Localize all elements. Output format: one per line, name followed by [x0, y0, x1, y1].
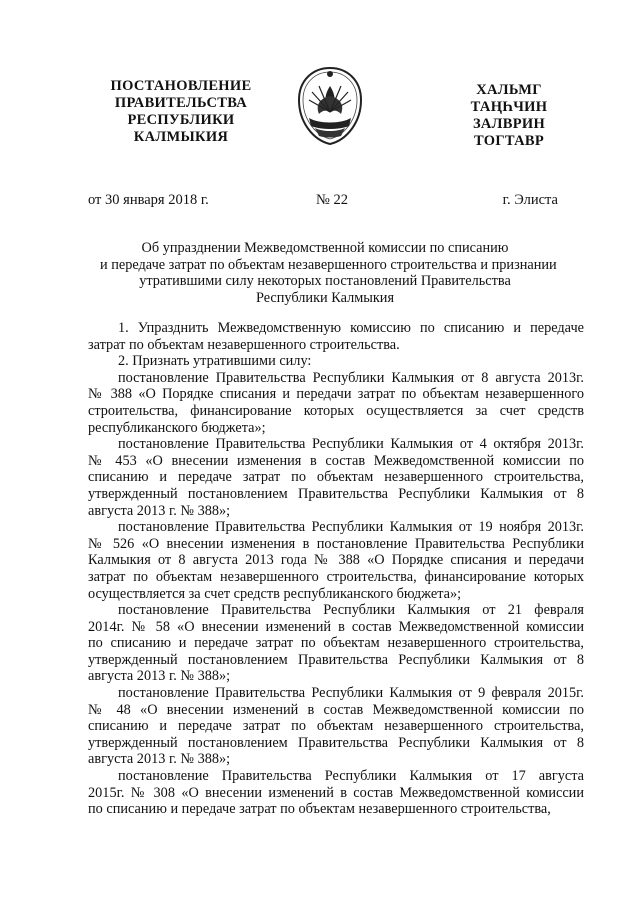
body-line: затрат по объектам незавершенного строительства, финансирование которых [88, 568, 584, 585]
body-paragraph [88, 320, 584, 353]
header-right-line: ХАЛЬМГ [476, 82, 542, 98]
document-date: от 30 января 2018 г. [88, 192, 209, 208]
document-number: № 22 [316, 192, 348, 208]
kalmykia-emblem-icon [295, 66, 365, 146]
body-line: № 48 «О внесении изменений в состав Межведомственной комиссии по [88, 701, 584, 718]
body-line: 2015г. № 308 «О внесении изменений в состав Межведомственной комиссии [88, 784, 584, 801]
body-line: строительства, финансирование которых осуществляется за счет средств [88, 402, 584, 419]
header-right-line: ТОГТАВР [473, 133, 545, 149]
title-line: Об упразднении Межведомственной комиссии по списанию [141, 240, 509, 256]
body-line: № 453 «О внесении изменения в состав Межведомственной комиссии по [88, 452, 584, 469]
body-line: 1. Упразднить Межведомственную комиссию по списанию и передаче [118, 320, 584, 336]
body-paragraph [88, 602, 584, 685]
body-paragraph [88, 768, 584, 818]
body-line: утвержденный постановлением Правительства Республики Калмыкия от 8 [88, 651, 584, 668]
header-left-line: КАЛМЫКИЯ [133, 129, 229, 145]
body-line: постановление Правительства Республики Калмыкия от 9 февраля 2015г. [118, 685, 584, 702]
body-line: № 526 «О внесении изменения в постановление Правительства Республики [88, 535, 584, 552]
body-line: августа 2013 г. № 388»; [88, 668, 231, 685]
title-line: утратившими силу некоторых постановлений Правительства [139, 273, 511, 290]
header-left-line: ПРАВИТЕЛЬСТВА [114, 95, 248, 111]
body-paragraph [88, 370, 584, 436]
body-line: республиканского бюджета»; [88, 419, 266, 436]
body-paragraph [88, 436, 584, 519]
body-paragraph [88, 519, 584, 602]
body-line: 2. Признать утратившими силу: [118, 353, 312, 370]
title-line: и передаче затрат по объектам незавершенного строительства и признании [100, 256, 557, 273]
body-paragraph [88, 685, 584, 768]
body-line: августа 2013 г. № 388»; [88, 502, 231, 519]
body-line: № 388 «О Порядке списания и передачи затрат по объектам незавершенного [88, 386, 584, 403]
body-line: утвержденный постановлением Правительства Республики Калмыкия от 8 [88, 734, 584, 751]
body-line: постановление Правительства Республики Калмыкия от 8 августа 2013г. [118, 369, 584, 386]
header-left-line: ПОСТАНОВЛЕНИЕ [110, 78, 252, 94]
header-russian-title [96, 78, 266, 146]
body-line: Калмыкия от 8 августа 2013 года № 388 «О Порядке списания и передачи [88, 552, 584, 569]
body-line: по списанию и передаче затрат по объектам незавершенного строительства, [88, 635, 584, 652]
body-paragraph [88, 353, 584, 370]
body-line: постановление Правительства Республики Калмыкия от 21 февраля [118, 602, 584, 619]
header-left-line: РЕСПУБЛИКИ [127, 112, 235, 128]
body-line: списанию и передаче затрат по объектам незавершенного строительства, [88, 469, 584, 486]
body-line: 2014г. № 58 «О внесении изменений в состав Межведомственной комиссии [88, 618, 584, 635]
body-line: затрат по объектам незавершенного строительства. [88, 336, 400, 353]
body-line: постановление Правительства Республики Калмыкия от 17 августа [118, 768, 584, 785]
header-right-line: ТАҢҺЧИН [470, 99, 548, 115]
body-line: постановление Правительства Республики Калмыкия от 4 октября 2013г. [118, 436, 584, 453]
body-line: постановление Правительства Республики Калмыкия от 19 ноября 2013г. [118, 519, 584, 536]
body-line: осуществляется за счет средств республиканского бюджета»; [88, 585, 462, 602]
document-title [100, 240, 557, 306]
title-line: Республики Калмыкия [255, 289, 395, 306]
document-city: г. Элиста [502, 192, 558, 208]
document-meta-row [88, 192, 558, 210]
body-line: утвержденный постановлением Правительства Республики Калмыкия от 8 [88, 485, 584, 502]
header-kalmyk-title [440, 82, 578, 150]
body-line: списанию и передаче затрат по объектам незавершенного строительства, [88, 718, 584, 735]
document-body [88, 320, 584, 818]
header-right-line: ЗАЛВРИН [472, 116, 546, 132]
body-line: по списанию и передаче затрат по объектам незавершенного строительства, [88, 801, 551, 818]
body-line: августа 2013 г. № 388»; [88, 751, 231, 768]
